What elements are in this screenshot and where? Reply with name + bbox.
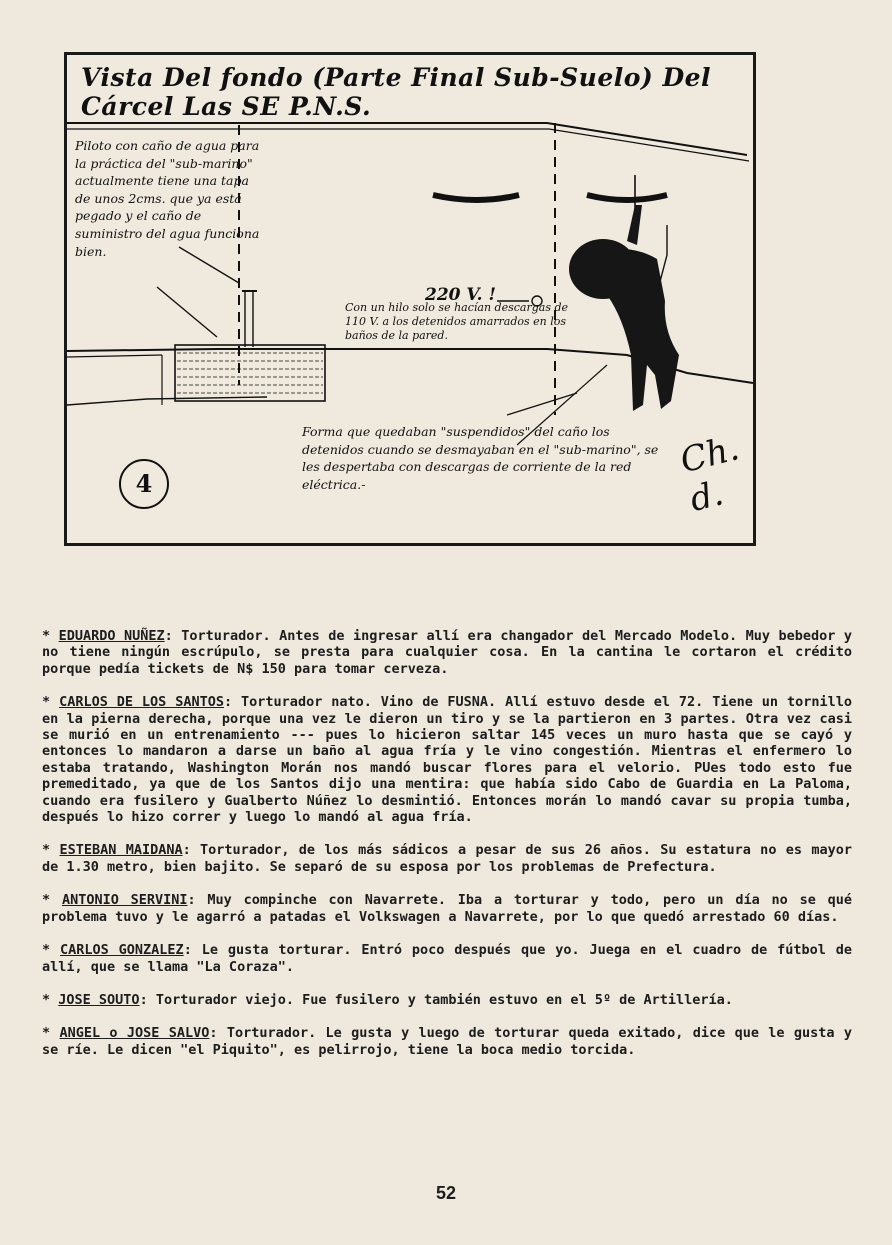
entries-list [42,628,852,1075]
voltage-label: 220 V. ! [425,285,496,305]
entry-angel-jose-salvo: * ANGEL o JOSE SALVO: Torturador. Le gusta y luego de torturar queda exitado, dice que le gusta y se ríe. Le dicen "el Piquito", es pelirrojo, tiene la boca medio torcida. [42,1025,852,1058]
entry-name: CARLOS DE LOS SANTOS [59,694,224,711]
entry-name: EDUARDO NUÑEZ [58,628,165,644]
cable-annotation: Con un hilo solo se hacían descargas de 110 V. a los detenidos amarrados en los baños de la pared. [345,301,569,342]
entry-jose-souto: * JOSE SOUTO: Torturador viejo. Fue fusilero y también estuvo en el 5º de Artillería. [42,991,733,1008]
entry-name: JOSE SOUTO [58,991,140,1008]
entry-name: CARLOS GONZALEZ [60,942,184,959]
drawing-figure [64,52,756,546]
figure-number-circle: 4 [119,459,169,509]
entry-text: : Torturador, de los más sádicos a pesar de sus 26 años. Su estatura no es mayor de 1.30 metro, bien bajito. Se separó de su esposa por los problemas de Prefectura. [42,842,852,875]
page-number: 52 [435,1183,457,1203]
position-annotation: Forma que quedaban "suspendidos" del caño los detenidos cuando se desmayaban en el "sub-marino", se les despertaba con descargas de corriente de la red eléctrica.- [302,424,659,492]
entry-text: : Muy compinche con Navarrete. Iba a torturar y todo, pero un día no se qué problema tuvo y le agarró a patadas el Volkswagen a Navarrete, por lo que quedó arrestado 60 días. [42,892,852,925]
entry-esteban-maidana: * ESTEBAN MAIDANA: Torturador, de los más sádicos a pesar de sus 26 años. Su estatura no es mayor de 1.30 metro, bien bajito. Se separó de su esposa por los problemas de Prefectura. [42,842,852,875]
entry-eduardo-nunez: * EDUARDO NUÑEZ: Torturador. Antes de ingresar allí era changador del Mercado Modelo. Muy bebedor y no tiene ningún escrúpulo, se presta para cualquier cosa. En la cantina le cortaron el crédito porque pedía tickets de N$ 150 para tomar cerveza. [42,628,852,677]
entry-text: : Torturador nato. Vino de FUSNA. Allí estuvo desde el 72. Tiene un tornillo en la pierna derecha, porque una vez le dieron un tiro y se la partieron en 3 partes. Otra vez casi se murió en un entrenamiento --- pues lo hicieron saltar 145 veces un muro hasta que se cayó y entonces lo mandaron a darse un baño al agua fría y le vino congestión. Mientras el enfermero lo estaba tratando, Washington Morán nos mandó buscar flores para el velorio. PUes todo esto fue premeditado, ya que de los Santos dijo una mentira: que había sido Cabo de Guardia en La Paloma, cuando era fusilero y Gualberto Núñez lo desmintió. Entonces morán lo mandó cavar su propia tumba, después lo hizo correr y luego lo mandó al agua fría. [42,694,852,826]
entry-name: ESTEBAN MAIDANA [59,842,183,859]
entry-text: : Torturador viejo. Fue fusilero y también estuvo en el 5º de Artillería. [139,991,733,1008]
entry-carlos-gonzalez: * CARLOS GONZALEZ: Le gusta torturar. Entró poco después que yo. Juega en el cuadro de fútbol de allí, que se llama "La Coraza". [42,942,852,975]
signature: Ch. d. [676,428,743,521]
entry-name: ANTONIO SERVINI [61,892,188,909]
entry-name: ANGEL o JOSE SALVO [59,1025,210,1042]
tank-annotation: Piloto con caño de agua para la práctica del "sub-marino" actualmente tiene una tapa de unos 2cms. que ya está pegado y el caño de suministro del agua funciona bien. [75,138,260,259]
entry-text: : Torturador. Antes de ingresar allí era changador del Mercado Modelo. Muy bebedor y no tiene ningún escrúpulo, se presta para cualquier cosa. En la cantina le cortaron el crédito porque pedía tickets de N$ 150 para tomar cerveza. [42,628,852,677]
entry-antonio-servini: * ANTONIO SERVINI: Muy compinche con Navarrete. Iba a torturar y todo, pero un día no se qué problema tuvo y le agarró a patadas el Volkswagen a Navarrete, por lo que quedó arrestado 60 días. [42,892,852,925]
entry-text: : Le gusta torturar. Entró poco después que yo. Juega en el cuadro de fútbol de allí, que se llama "La Coraza". [42,942,852,975]
figure-title: Vista Del fondo (Parte Final Sub-Suelo) Del Cárcel Las SE P.N.S. [81,63,712,121]
entry-text: : Torturador. Le gusta y luego de torturar queda exitado, dice que le gusta y se ríe. Le dicen "el Piquito", es pelirrojo, tiene la boca medio torcida. [42,1025,852,1058]
entry-carlos-de-los-santos: * CARLOS DE LOS SANTOS: Torturador nato. Vino de FUSNA. Allí estuvo desde el 72. Tiene un tornillo en la pierna derecha, porque una vez le dieron un tiro y se la partieron en 3 partes. Otra vez casi se murió en un entrenamiento --- pues lo hicieron saltar 145 veces un muro hasta que se cayó y entonces lo mandaron a darse un baño al agua fría y le vino congestión. Mientras el enfermero lo estaba tratando, Washington Morán nos mandó buscar flores para el velorio. PUes todo esto fue premeditado, ya que de los Santos dijo una mentira: que había sido Cabo de Guardia en La Paloma, cuando era fusilero y Gualberto Núñez lo desmintió. Entonces morán lo mandó cavar su propia tumba, después lo hizo correr y luego lo mandó al agua fría. [42,694,852,826]
